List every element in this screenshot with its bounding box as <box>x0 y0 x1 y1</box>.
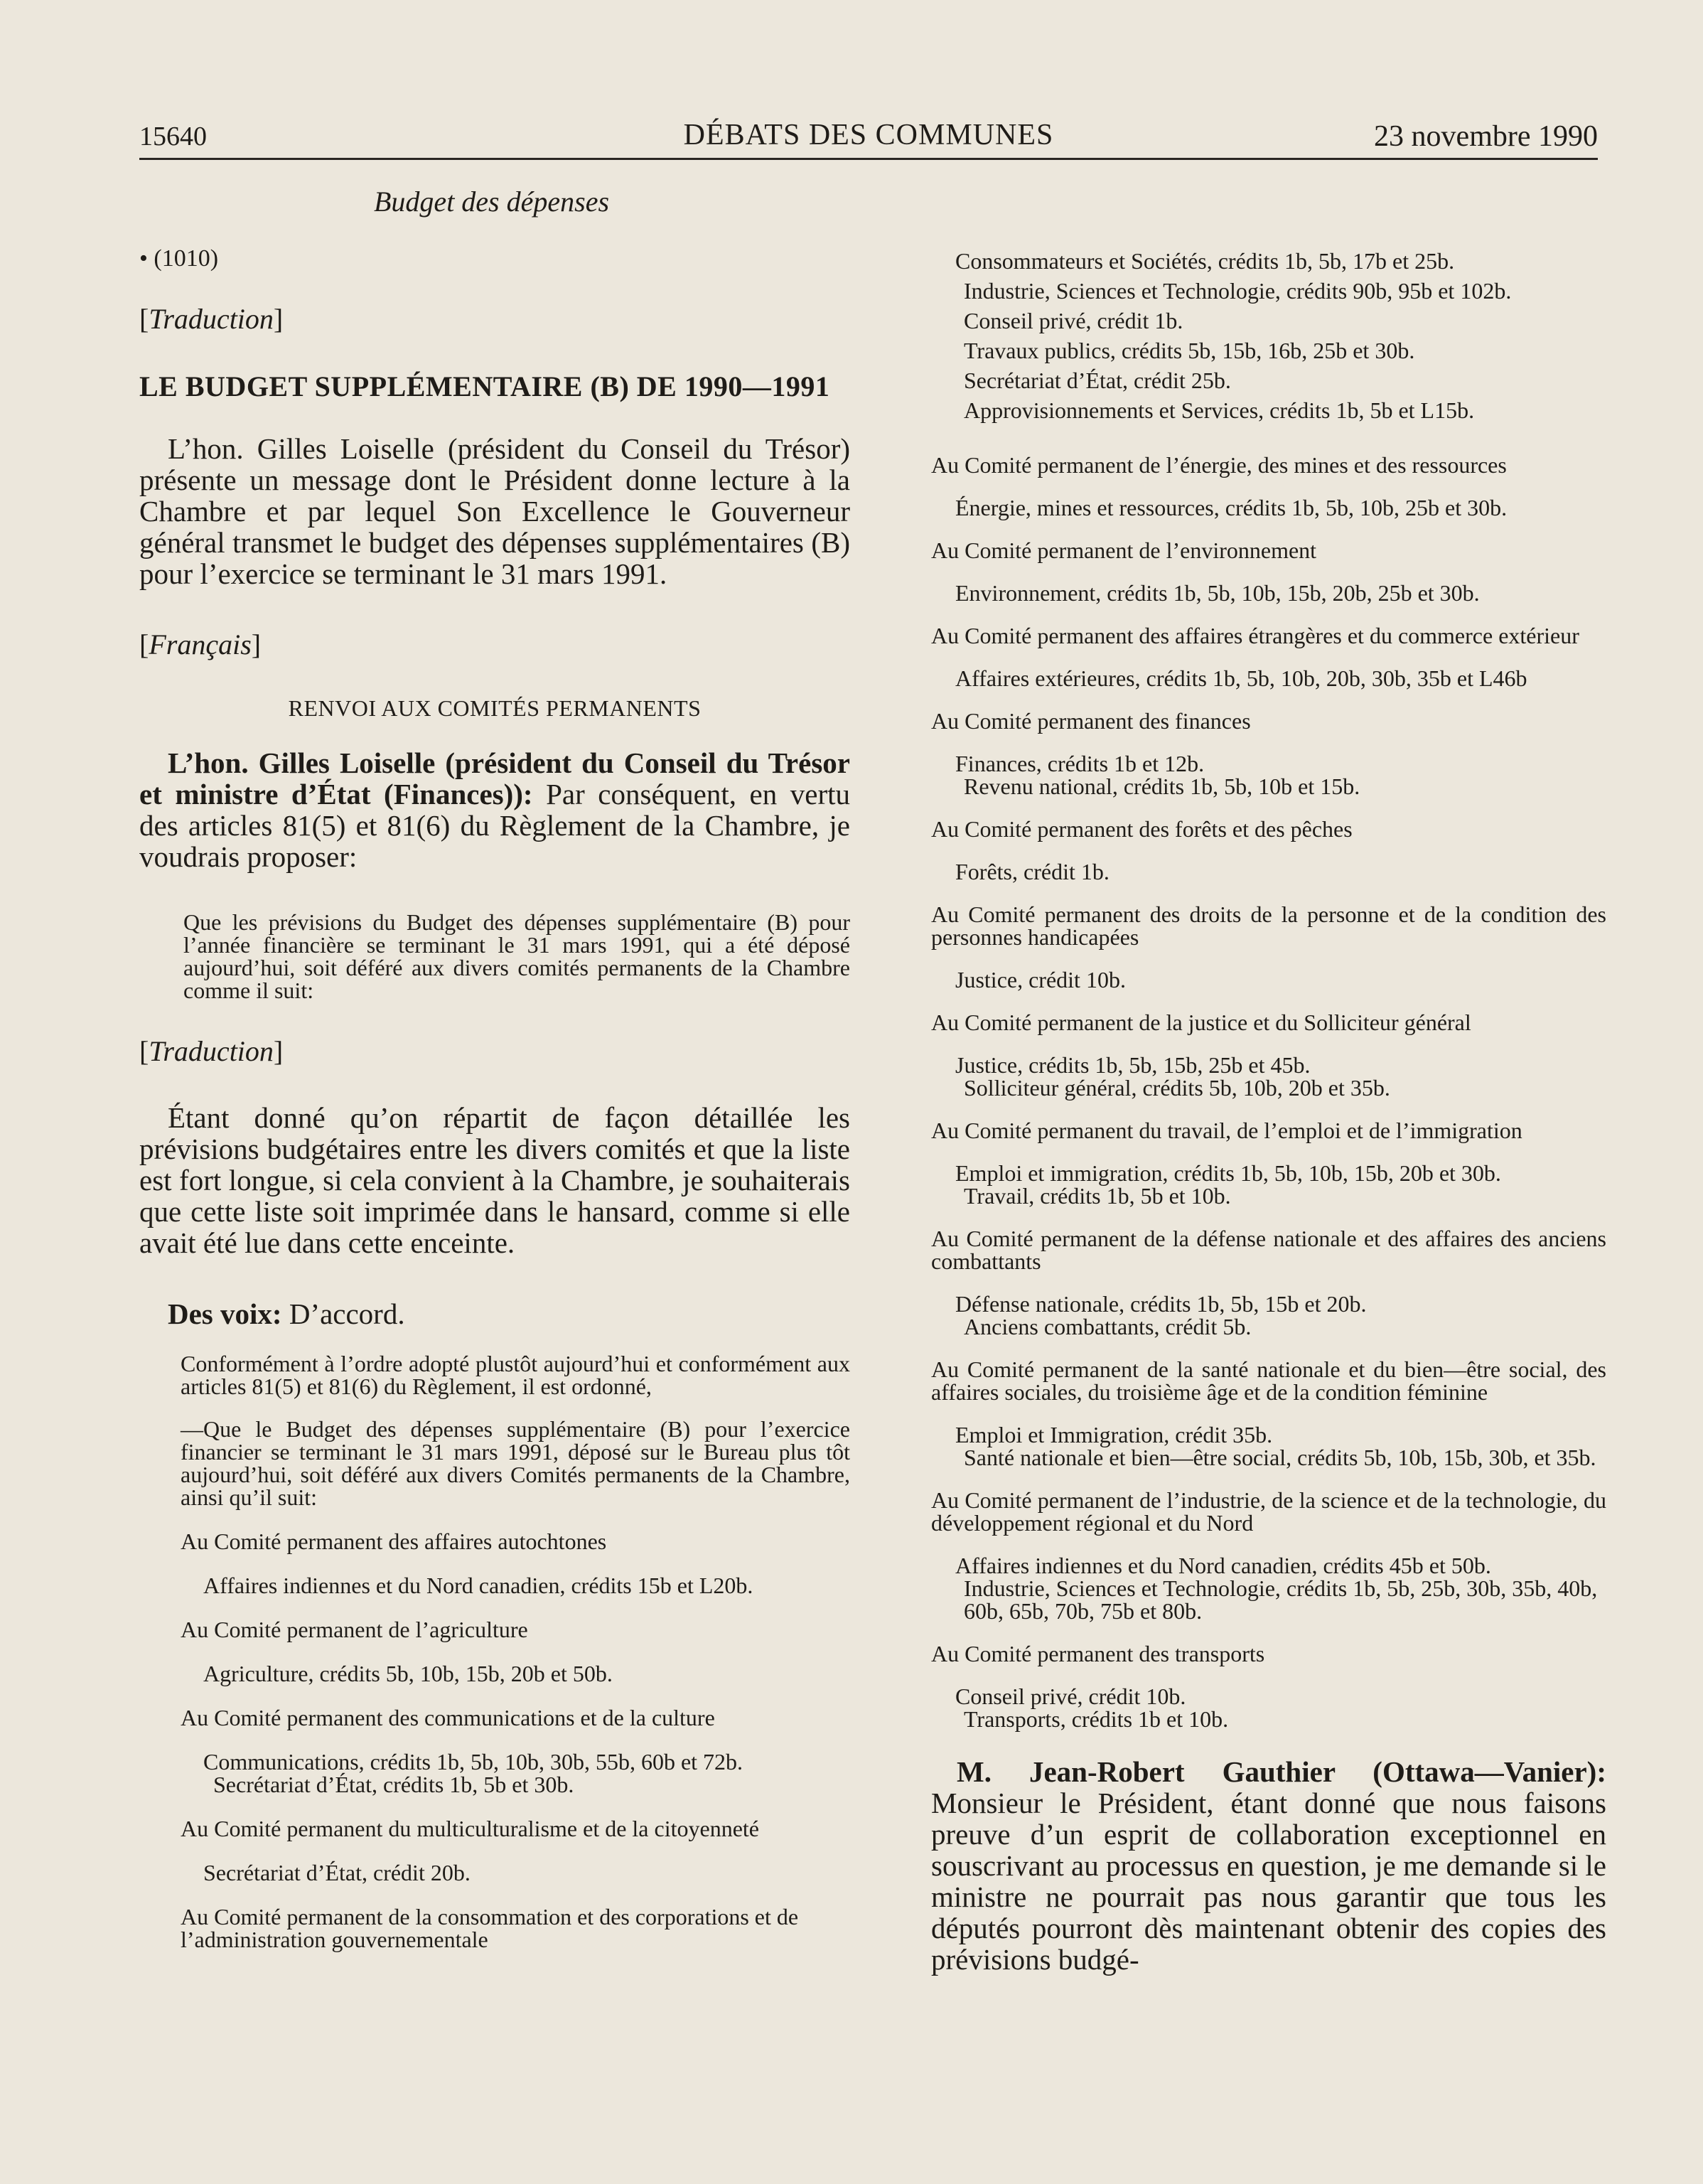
credit-line: Forêts, crédit 1b. <box>955 859 1110 884</box>
credit-group <box>931 246 1606 425</box>
credit-group <box>931 1292 1606 1338</box>
french-tag-text: Français <box>149 628 252 660</box>
left-column <box>139 185 850 1972</box>
french-tag: [Français] <box>139 628 262 660</box>
credit-line: Conseil privé, crédit 1b. <box>964 308 1183 333</box>
credit-line: Affaires indiennes et du Nord canadien, crédits 45b et 50b. <box>955 1553 1491 1578</box>
credit-line: Solliciteur général, crédits 5b, 10b, 20b et 35b. <box>964 1075 1390 1101</box>
journal-title: DÉBATS DES COMMUNES <box>683 119 1054 151</box>
committee-heading: Au Comité permanent des communications et de la culture <box>181 1705 715 1730</box>
committee-heading: Au Comité permanent du multiculturalisme et de la citoyenneté <box>181 1816 759 1841</box>
section-title: LE BUDGET SUPPLÉMENTAIRE (B) DE 1990—1991 <box>139 370 830 402</box>
credit-line: Approvisionnements et Services, crédits 1b, 5b et L15b. <box>964 397 1475 423</box>
header-rule <box>139 158 1598 160</box>
credit-line: Travail, crédits 1b, 5b et 10b. <box>964 1183 1231 1209</box>
credit-group <box>931 752 1606 798</box>
committee-heading: Au Comité permanent des finances <box>931 708 1251 734</box>
credit-group <box>931 1162 1606 1207</box>
speech-text-2: Monsieur le Président, étant donné que nous faisons preuve d’un esprit de collaboration exceptionnel en souscrivant au processus en question, je me demande si le ministre ne pourrait pas nous garantir que tous les députés pourront dès maintenant obtenir des copies des prévisions budgé- <box>931 1787 1606 1976</box>
speaker-name-1: L’hon. Gilles Loiselle (président du Conseil du Trésor et ministre d’État (Finances)): <box>139 746 850 810</box>
paragraph-list-request: Étant donné qu’on répartit de façon détaillée les prévisions budgétaires entre les divers comités et que la liste est fort longue, si cela convient à la Chambre, je souhaiterais que cette liste soit imprimée dans le hansard, comme si elle avait été lue dans cette enceinte. <box>139 1101 850 1259</box>
speech-text-1: Par conséquent, en vertu des articles 81(5) et 81(6) du Règlement de la Chambre, je voudrais proposer: <box>139 778 850 873</box>
committee-heading: Au Comité permanent de la défense nationale et des affaires des anciens combattants <box>931 1226 1606 1274</box>
credit-line: Revenu national, crédits 1b, 5b, 10b et 15b. <box>964 774 1360 799</box>
credit-group <box>931 1554 1606 1622</box>
translation-tag-2: [Traduction] <box>139 1035 284 1067</box>
committee-heading: Au Comité permanent des forêts et des pêches <box>931 816 1353 842</box>
credit-line: Anciens combattants, crédit 5b. <box>964 1314 1252 1339</box>
voices-line <box>139 1297 850 1331</box>
speaker-name-2: M. Jean-Robert Gauthier (Ottawa—Vanier): <box>957 1755 1606 1788</box>
credit-line: Finances, crédits 1b et 12b. <box>955 751 1205 776</box>
committee-heading: Au Comité permanent de l’environnement <box>931 537 1317 563</box>
credit-line: Communications, crédits 1b, 5b, 10b, 30b, 55b, 60b et 72b. <box>203 1749 743 1774</box>
credit-line: Agriculture, crédits 5b, 10b, 15b, 20b et 50b. <box>203 1661 613 1686</box>
credit-line: Industrie, Sciences et Technologie, crédits 90b, 95b et 102b. <box>964 278 1512 304</box>
credit-line: Consommateurs et Sociétés, crédits 1b, 5b, 17b et 25b. <box>955 248 1455 274</box>
credit-group <box>139 1750 850 1796</box>
credit-line: Secrétariat d’État, crédits 1b, 5b et 30b. <box>213 1772 574 1797</box>
committee-heading: Au Comité permanent des droits de la personne et de la condition des personnes handicapées <box>931 901 1606 950</box>
committee-heading: Au Comité permanent des affaires étrangères et du commerce extérieur <box>931 623 1579 648</box>
running-head: Budget des dépenses <box>374 186 610 218</box>
page-header <box>139 114 1598 158</box>
credit-line: Secrétariat d’État, crédit 25b. <box>964 368 1231 393</box>
credit-group <box>931 1423 1606 1469</box>
right-column <box>931 246 1606 1975</box>
committee-heading: Au Comité permanent du travail, de l’emploi et de l’immigration <box>931 1118 1522 1143</box>
committee-heading: Au Comité permanent des transports <box>931 1641 1265 1666</box>
voices-label: Des voix: <box>168 1297 282 1330</box>
committee-heading: Au Comité permanent de l’agriculture <box>181 1617 528 1642</box>
committee-heading: Au Comité permanent de l’énergie, des mines et des ressources <box>931 452 1507 478</box>
credit-line: Énergie, mines et ressources, crédits 1b, 5b, 10b, 25b et 30b. <box>955 495 1508 520</box>
credit-line: Santé nationale et bien—être social, crédits 5b, 10b, 15b, 30b, et 35b. <box>964 1445 1596 1470</box>
credit-line: Défense nationale, crédits 1b, 5b, 15b et 20b. <box>955 1291 1367 1317</box>
credit-line: Conseil privé, crédit 10b. <box>955 1684 1186 1709</box>
committee-heading: Au Comité permanent de la santé nationale et du bien—être social, des affaires sociales, du troisième âge et de la condition féminine <box>931 1356 1606 1405</box>
credit-line: Justice, crédits 1b, 5b, 15b, 25b et 45b. <box>955 1052 1311 1078</box>
committee-heading: Au Comité permanent des affaires autochtones <box>181 1529 607 1554</box>
translation-tag-2-text: Traduction <box>149 1035 274 1067</box>
motion-quote: Que les prévisions du Budget des dépenses supplémentaire (B) pour l’année financière se terminant le 31 mars 1991, qui a été déposé aujourd’hui, soit déféré aux divers comités permanents de la Chambre comme il suit: <box>183 909 850 1003</box>
order-paragraph-2: —Que le Budget des dépenses supplémentaire (B) pour l’exercice financier se terminant le 31 mars 1991, déposé sur le Bureau plus tôt aujourd’hui, soit déféré aux divers Comités permanents de la Chambre, ainsi qu’il suit: <box>181 1416 850 1510</box>
order-paragraph: Conformément à l’ordre adopté plustôt aujourd’hui et conformément aux articles 81(5) et 81(6) du Règlement, il est ordonné, <box>181 1351 850 1399</box>
voices-text: D’accord. <box>281 1297 405 1330</box>
paragraph-speech-2 <box>931 1756 1606 1975</box>
time-marker: • (1010) <box>139 245 219 272</box>
committee-heading: Au Comité permanent de la justice et du Solliciteur général <box>931 1010 1471 1035</box>
committee-heading: Au Comité permanent de la consommation et des corporations et de l’administration gouvernementale <box>181 1904 799 1952</box>
credit-line: Transports, crédits 1b et 10b. <box>964 1706 1229 1732</box>
credit-line: Environnement, crédits 1b, 5b, 10b, 15b, 20b, 25b et 30b. <box>955 580 1480 606</box>
credit-line: Affaires extérieures, crédits 1b, 5b, 10b, 20b, 30b, 35b et L46b <box>955 665 1527 691</box>
subheading: RENVOI AUX COMITÉS PERMANENTS <box>288 695 702 721</box>
credit-line: Emploi et immigration, crédits 1b, 5b, 10b, 15b, 20b et 30b. <box>955 1160 1501 1186</box>
credit-line: Emploi et Immigration, crédit 35b. <box>955 1422 1273 1447</box>
translation-tag-text: Traduction <box>149 303 274 335</box>
paragraph-speech-1 <box>139 747 850 872</box>
credit-line: Travaux publics, crédits 5b, 15b, 16b, 25b et 30b. <box>964 338 1415 363</box>
translation-tag: [Traduction] <box>139 303 284 335</box>
credit-line: Justice, crédit 10b. <box>955 967 1126 992</box>
committee-heading: Au Comité permanent de l’industrie, de la science et de la technologie, du développement régional et du Nord <box>931 1487 1606 1536</box>
credit-line: Industrie, Sciences et Technologie, crédits 1b, 5b, 25b, 30b, 35b, 40b, 60b, 65b, 70b, 75b et 80b. <box>964 1575 1598 1624</box>
page-date: 23 novembre 1990 <box>1374 120 1598 153</box>
paragraph-message: L’hon. Gilles Loiselle (président du Conseil du Trésor) présente un message dont le Président donne lecture à la Chambre et par lequel Son Excellence le Gouverneur général transmet le budget des dépenses supplémentaires (B) pour l’exercice se terminant le 31 mars 1991. <box>139 432 850 590</box>
credit-group <box>931 1685 1606 1730</box>
page-number: 15640 <box>139 122 207 151</box>
credit-line: Secrétariat d’État, crédit 20b. <box>203 1860 471 1885</box>
credit-group <box>931 1054 1606 1099</box>
credit-line: Affaires indiennes et du Nord canadien, crédits 15b et L20b. <box>203 1573 753 1598</box>
